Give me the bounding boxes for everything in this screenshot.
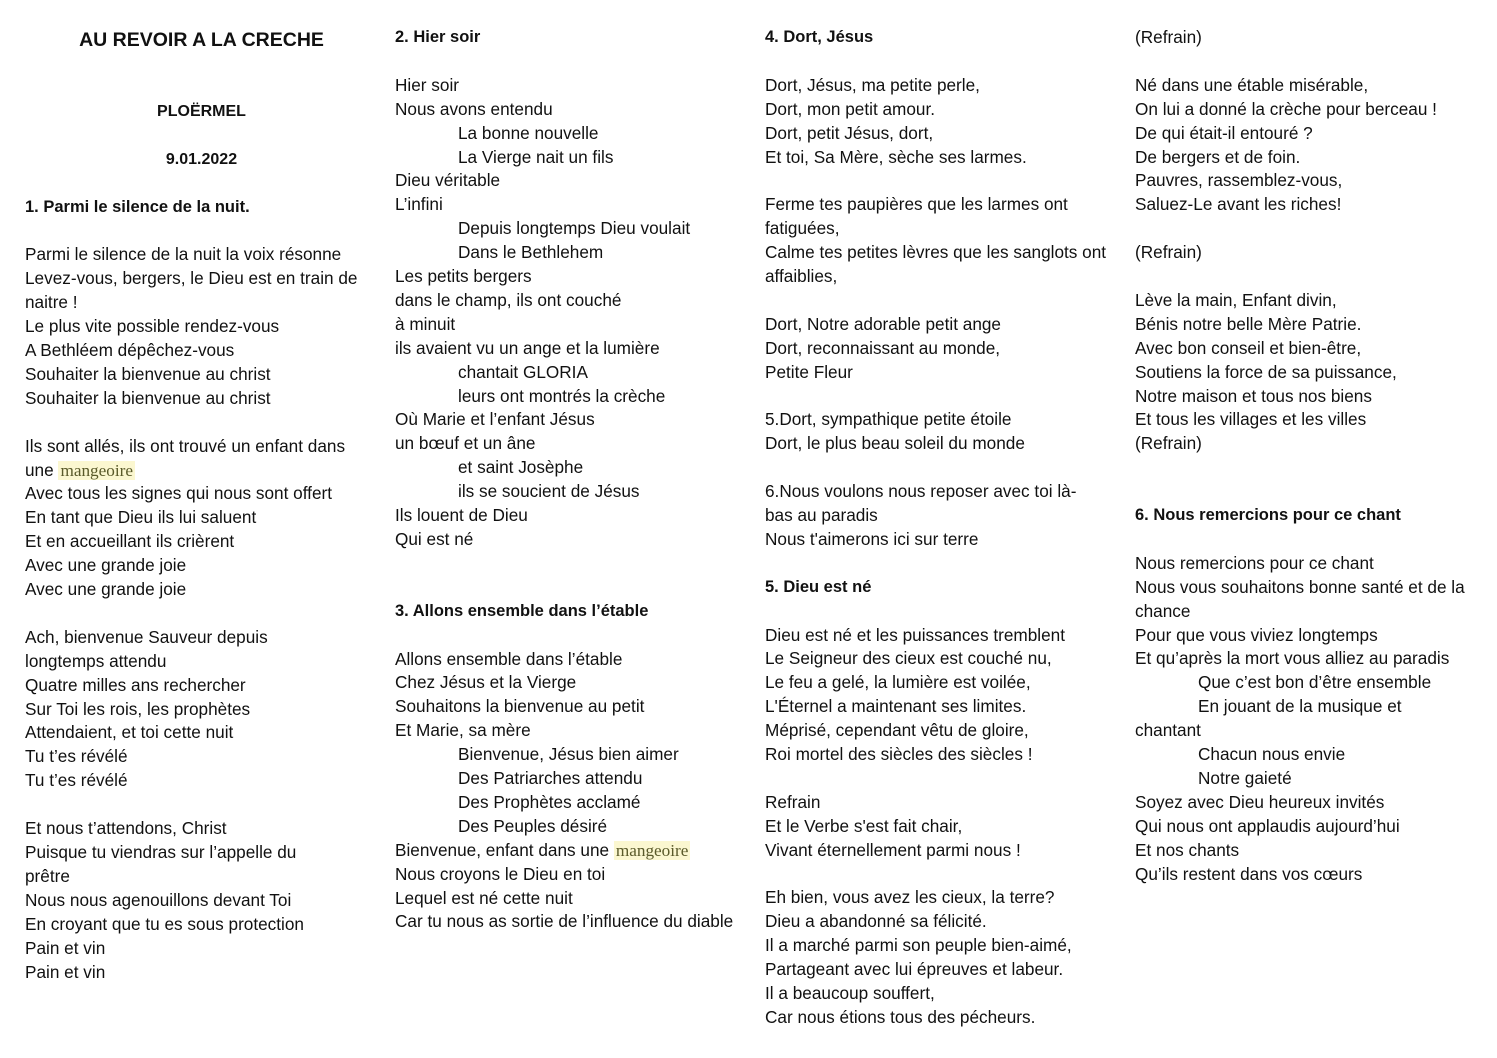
verse-line: Notre maison et tous nos biens [1135, 385, 1372, 406]
verse-line: Pain et vin [25, 937, 106, 958]
verse-line: Qui nous ont applaudis aujourd’hui [1135, 815, 1400, 836]
verse-line: Dort, petit Jésus, dort, [765, 122, 934, 143]
verse-line: Avec une grande joie [25, 579, 187, 600]
verse-line: Avec bon conseil et bien-être, [1135, 337, 1362, 358]
verse-line: Sur Toi les rois, les prophètes [25, 698, 251, 719]
verse-line: Les petits bergers [395, 266, 532, 287]
verse-line: 6.Nous voulons nous reposer avec toi là-bas au paradis [765, 481, 1077, 526]
verse-line: De qui était-il entouré ? [1135, 122, 1313, 143]
verse-line: Des Prophètes acclamé [458, 791, 641, 812]
verse-line: Car nous étions tous des pécheurs. [765, 1007, 1036, 1028]
verse-line: Et nos chants [1135, 839, 1240, 860]
document-date: 9.01.2022 [165, 150, 238, 168]
verse-line: Où Marie et l’enfant Jésus [395, 409, 595, 430]
verse-line: Dort, Notre adorable petit ange [765, 313, 1001, 334]
song-2-heading: 2. Hier soir [395, 28, 481, 46]
verse-line: Car tu nous as sortie de l’influence du diable [395, 911, 734, 932]
verse-line: Bienvenue, enfant dans une mangeoire [395, 839, 689, 860]
verse-line: Lequel est né cette nuit [395, 887, 573, 908]
song-3-heading: 3. Allons ensemble dans l’étable [395, 601, 649, 620]
column-4 [1135, 26, 1480, 887]
verse-line: Dort, mon petit amour. [765, 98, 936, 119]
verse-line: Quatre milles ans rechercher [25, 674, 246, 695]
verse-line: Chacun nous envie [1198, 744, 1346, 765]
verse-line: Notre gaieté [1198, 768, 1292, 788]
verse-line: Bénis notre belle Mère Patrie. [1135, 313, 1362, 334]
verse-line: Avec tous les signes qui nous sont offert [25, 483, 333, 504]
verse-line: Le feu a gelé, la lumière est voilée, [765, 672, 1031, 693]
verse-line: On lui a donné la crèche pour berceau ! [1135, 98, 1437, 119]
verse-line: Dieu est né et les puissances tremblent [765, 624, 1065, 645]
verse-line: Dort, Jésus, ma petite perle, [765, 74, 980, 95]
verse-line: La Vierge nait un fils [458, 146, 614, 167]
verse-line: A Bethléem dépêchez-vous [25, 340, 235, 361]
verse-line: La bonne nouvelle [458, 122, 599, 143]
verse-line: Calme tes petites lèvres que les sanglots ont affaiblies, [765, 242, 1107, 287]
verse-line: Pain et vin [25, 961, 106, 982]
verse-line: Ils sont allés, ils ont trouvé un enfant dans une mangeoire [25, 435, 346, 480]
verse-line: Et nous t’attendons, Christ [25, 818, 227, 839]
verse-line: Il a beaucoup souffert, [765, 983, 935, 1004]
verse-line: Souhaiter la bienvenue au christ [25, 363, 271, 384]
verse-line: En tant que Dieu ils lui saluent [25, 507, 257, 528]
verse-line: Le plus vite possible rendez-vous [25, 316, 280, 337]
verse-line: à minuit [395, 313, 456, 334]
refrain-label: Refrain [765, 791, 821, 812]
verse-line: Ach, bienvenue Sauveur depuis longtemps attendu [25, 626, 268, 671]
verse-line: Nous croyons le Dieu en toi [395, 863, 606, 884]
verse-line: En jouant de la musique et [1198, 696, 1402, 717]
verse-line: un bœuf et un âne [395, 433, 536, 454]
document-title: AU REVOIR A LA CRECHE [79, 29, 324, 51]
verse-line: Pauvres, rassemblez-vous, [1135, 170, 1343, 191]
place-name: PLOËRMEL [157, 103, 246, 120]
verse-line: Hier soir [395, 74, 459, 95]
verse-line: et saint Josèphe [458, 457, 584, 478]
verse-line: Nous avons entendu [395, 98, 553, 119]
verse-line: Dieu véritable [395, 170, 501, 191]
verse-line: Nous nous agenouillons devant Toi [25, 889, 292, 910]
refrain-label: (Refrain) [1135, 433, 1202, 454]
song-6-heading: 6. Nous remercions pour ce chant [1135, 506, 1401, 525]
verse-line: Avec une grande joie [25, 555, 187, 576]
verse-line: Soyez avec Dieu heureux invités [1135, 791, 1385, 812]
verse-line: Ferme tes paupières que les larmes ont fatiguées, [765, 194, 1068, 239]
song-4-heading: 4. Dort, Jésus [765, 28, 874, 46]
verse-line: Et en accueillant ils crièrent [25, 531, 235, 552]
verse-line: Nous remercions pour ce chant [1135, 552, 1374, 573]
verse-line: Que c’est bon d’être ensemble [1198, 672, 1432, 693]
verse-line: Partageant avec lui épreuves et labeur. [765, 959, 1064, 980]
verse-line: Soutiens la force de sa puissance, [1135, 361, 1397, 382]
verse-line: Attendaient, et toi cette nuit [25, 722, 234, 743]
refrain-label: (Refrain) [1135, 27, 1202, 47]
verse-line: Souhaitons la bienvenue au petit [395, 696, 645, 717]
verse-line: Pour que vous viviez longtemps [1135, 624, 1378, 645]
verse-line: Et tous les villages et les villes [1135, 409, 1367, 430]
verse-line: Nous t'aimerons ici sur terre [765, 528, 979, 549]
verse-line: chantant [1135, 720, 1201, 741]
verse-line: Parmi le silence de la nuit la voix résonne [25, 244, 342, 265]
verse-line: En croyant que tu es sous protection [25, 913, 304, 934]
verse-line: L'Éternel a maintenant ses limites. [765, 696, 1027, 717]
verse-line: Et qu’après la mort vous alliez au paradis [1135, 648, 1450, 669]
verse-line: Eh bien, vous avez les cieux, la terre? [765, 887, 1055, 908]
verse-line: Des Peuples désiré [458, 815, 608, 836]
verse-line: Tu t’es révélé [25, 746, 128, 767]
verse-line: Et le Verbe s'est fait chair, [765, 815, 963, 836]
verse-line: leurs ont montrés la crèche [458, 385, 666, 406]
verse-line: Il a marché parmi son peuple bien-aimé, [765, 935, 1072, 956]
verse-line: Allons ensemble dans l’étable [395, 648, 623, 669]
column-3 [765, 26, 1110, 1030]
verse-line: Et toi, Sa Mère, sèche ses larmes. [765, 146, 1027, 167]
song-1-heading: 1. Parmi le silence de la nuit. [25, 197, 250, 216]
verse-line: Ils louent de Dieu [395, 505, 528, 526]
verse-line: Dans le Bethlehem [458, 242, 604, 263]
verse-line: dans le champ, ils ont couché [395, 289, 622, 310]
verse-line: L’infini [395, 194, 443, 215]
song-5-heading: 5. Dieu est né [765, 577, 872, 596]
verse-line: Nous vous souhaitons bonne santé et de la chance [1135, 576, 1465, 621]
verse-line: Né dans une étable misérable, [1135, 74, 1369, 95]
highlighted-word: mangeoire [615, 840, 689, 860]
verse-line: Méprisé, cependant vêtu de gloire, [765, 720, 1029, 741]
verse-line: Qu’ils restent dans vos cœurs [1135, 863, 1363, 884]
verse-line: Roi mortel des siècles des siècles ! [765, 744, 1033, 765]
refrain-label: (Refrain) [1135, 242, 1202, 263]
verse-line: Bienvenue, Jésus bien aimer [458, 744, 679, 765]
verse-line: Saluez-Le avant les riches! [1135, 194, 1342, 215]
verse-line: Le Seigneur des cieux est couché nu, [765, 648, 1052, 669]
highlighted-word: mangeoire [60, 460, 134, 480]
verse-line: 5.Dort, sympathique petite étoile [765, 409, 1012, 430]
verse-line: ils avaient vu un ange et la lumière [395, 337, 660, 358]
verse-line: Dieu a abandonné sa félicité. [765, 911, 987, 932]
verse-line: Puisque tu viendras sur l’appelle du prêtre [25, 842, 297, 886]
verse-line: Dort, le plus beau soleil du monde [765, 433, 1025, 454]
verse-line: Souhaiter la bienvenue au christ [25, 387, 271, 408]
column-2 [395, 26, 735, 934]
verse-line: Petite Fleur [765, 361, 853, 382]
verse-line: chantait GLORIA [458, 361, 588, 382]
verse-line: Levez-vous, bergers, le Dieu est en train de naitre ! [25, 268, 358, 313]
verse-line: ils se soucient de Jésus [458, 481, 640, 502]
verse-line: Tu t’es révélé [25, 770, 128, 791]
verse-line: Dort, reconnaissant au monde, [765, 337, 1001, 358]
verse-line: Lève la main, Enfant divin, [1135, 289, 1337, 310]
column-1 [25, 26, 370, 984]
verse-line: Vivant éternellement parmi nous ! [765, 839, 1021, 860]
verse-line: Depuis longtemps Dieu voulait [458, 218, 691, 239]
verse-line: Et Marie, sa mère [395, 720, 531, 741]
verse-line: De bergers et de foin. [1135, 146, 1301, 167]
verse-line: Qui est né [395, 529, 474, 550]
verse-line: Des Patriarches attendu [458, 768, 643, 789]
verse-line: Chez Jésus et la Vierge [395, 672, 577, 693]
